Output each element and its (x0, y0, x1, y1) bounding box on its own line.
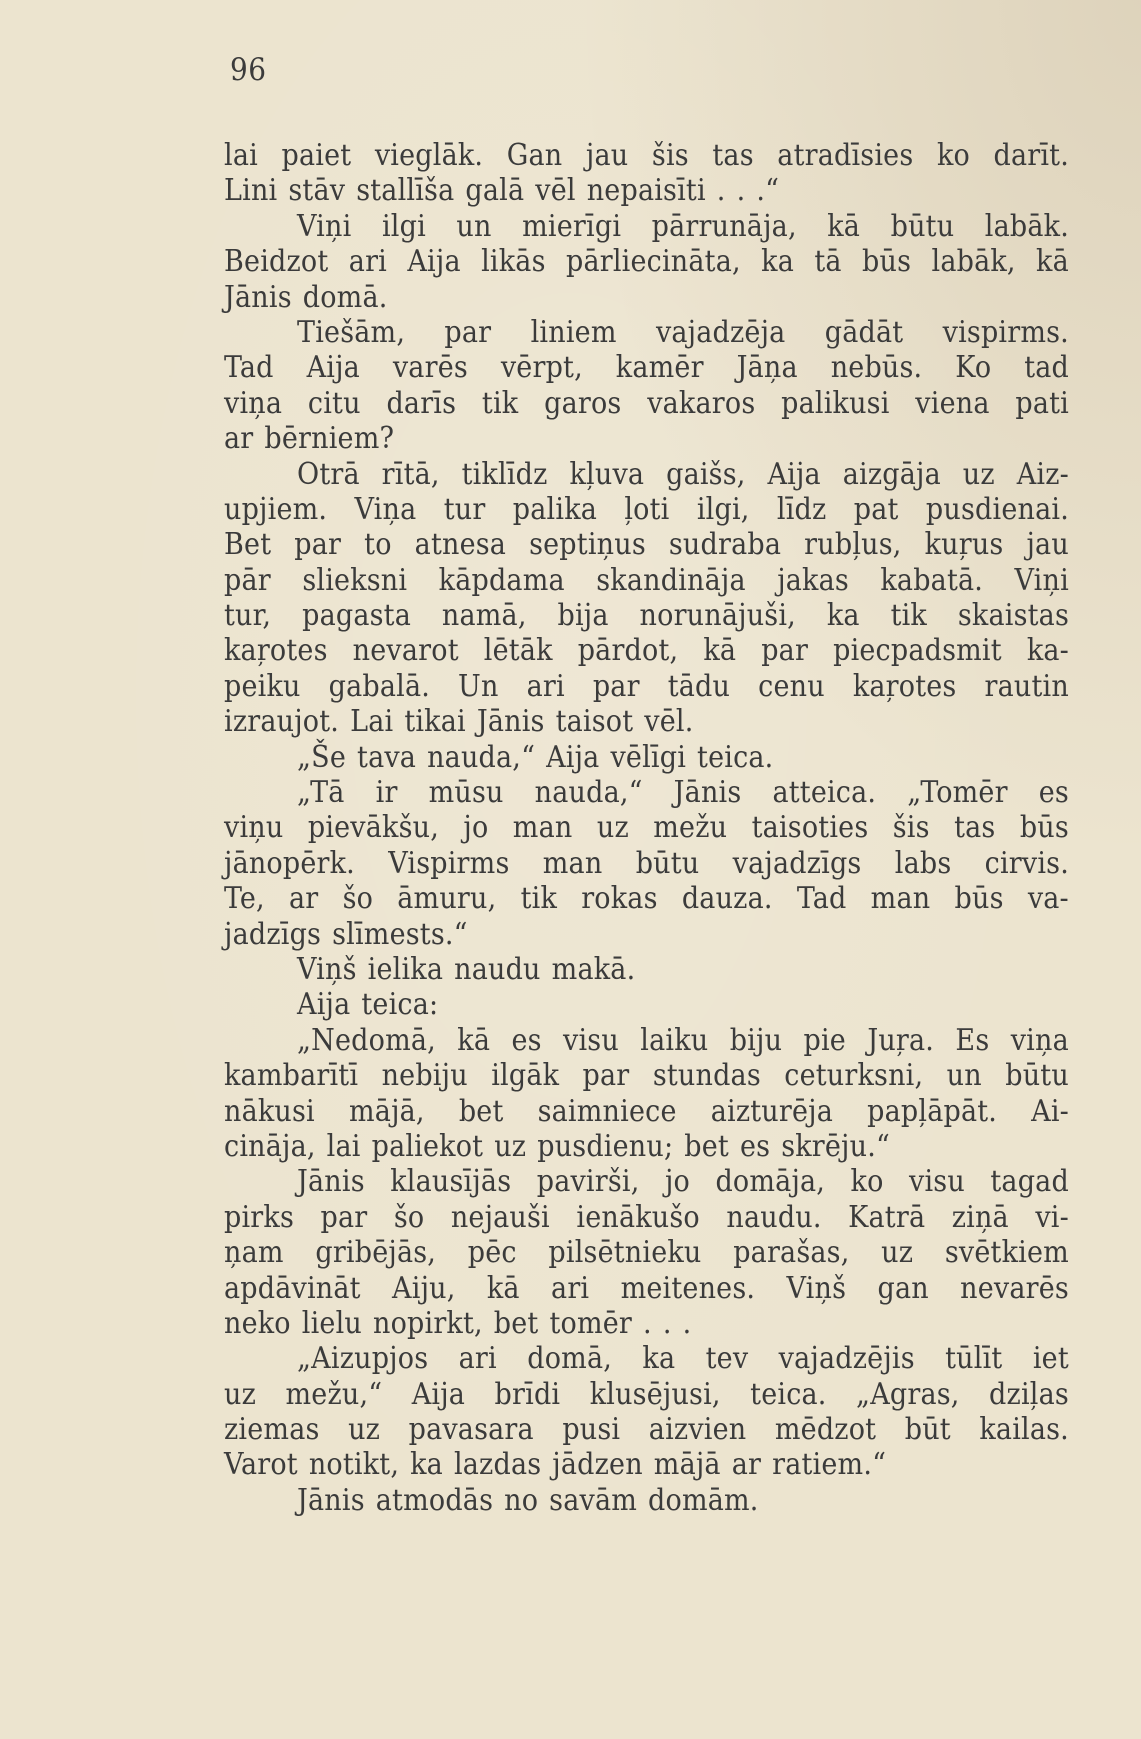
text-line: Jānis atmodās no savām domām. (297, 1482, 759, 1518)
text-line: Te, ar šo āmuru, tik rokas dauza. Tad man būs va- (224, 881, 1069, 917)
text-line: peiku gabalā. Un ari par tādu cenu kaŗotes rautin (224, 668, 1069, 704)
text-line: izraujot. Lai tikai Jānis taisot vēl. (224, 704, 694, 740)
text-line: Tad Aija varēs vērpt, kamēr Jāņa nebūs. Ko tad (224, 350, 1069, 386)
text-line: Viņi ilgi un mierīgi pārrunāja, kā būtu labāk. (297, 208, 1069, 244)
text-line: jadzīgs slīmests.“ (224, 916, 468, 952)
text-line: viņu pievākšu, jo man uz mežu taisoties šis tas būs (224, 810, 1069, 846)
text-line: Bet par to atnesa septiņus sudraba rubļus, kuŗus jau (224, 527, 1069, 563)
text-line: apdāvināt Aiju, kā ari meitenes. Viņš gan nevarēs (224, 1270, 1069, 1306)
text-line: „Tā ir mūsu nauda,“ Jānis atteica. „Tomēr es (297, 775, 1069, 811)
text-line: Jānis domā. (224, 279, 388, 315)
text-line: „Še tava nauda,“ Aija vēlīgi teica. (297, 739, 774, 775)
text-line: tur, pagasta namā, bija norunājuši, ka tik skaistas (224, 598, 1069, 634)
text-line: pirks par šo nejauši ienākušo naudu. Katrā ziņā vi- (224, 1199, 1069, 1235)
text-line: nākusi mājā, bet saimniece aizturēja papļāpāt. Ai- (224, 1093, 1069, 1129)
text-line: pār slieksni kāpdama skandināja jakas kabatā. Viņi (224, 562, 1069, 598)
text-line: jānopērk. Vispirms man būtu vajadzīgs labs cirvis. (224, 845, 1069, 881)
text-line: cināja, lai paliekot uz pusdienu; bet es skrēju.“ (224, 1128, 890, 1164)
text-line: Beidzot ari Aija likās pārliecināta, ka tā būs labāk, kā (224, 244, 1069, 280)
text-line: ziemas uz pavasara pusi aizvien mēdzot būt kailas. (224, 1412, 1069, 1448)
text-line: Tiešām, par liniem vajadzēja gādāt vispirms. (297, 314, 1069, 350)
text-line: kaŗotes nevarot lētāk pārdot, kā par piecpadsmit ka- (224, 633, 1069, 669)
text-line: Jānis klausījās pavirši, jo domāja, ko visu tagad (297, 1164, 1069, 1200)
text-line: Otrā rītā, tiklīdz kļuva gaišs, Aija aizgāja uz Aiz- (297, 456, 1069, 492)
body-text (224, 138, 1069, 1518)
text-line: „Nedomā, kā es visu laiku biju pie Juŗa. Es viņa (297, 1022, 1069, 1058)
text-line: Lini stāv stallīša galā vēl nepaisīti . . .“ (224, 173, 780, 209)
text-line: uz mežu,“ Aija brīdi klusējusi, teica. „Agras, dziļas (224, 1376, 1069, 1412)
text-line: kambarītī nebiju ilgāk par stundas ceturksni, un būtu (224, 1058, 1069, 1094)
text-line: Varot notikt, ka lazdas jādzen mājā ar ratiem.“ (224, 1447, 887, 1483)
text-line: Viņš ielika naudu makā. (297, 951, 636, 987)
page-number: 96 (230, 52, 267, 88)
text-line: viņa citu darīs tik garos vakaros palikusi viena pati (224, 385, 1069, 421)
text-line: Aija teica: (297, 987, 439, 1023)
text-line: ņam gribējās, pēc pilsētnieku parašas, uz svētkiem (224, 1235, 1069, 1271)
text-line: lai paiet vieglāk. Gan jau šis tas atradīsies ko darīt. (224, 138, 1069, 173)
text-line: „Aizupjos ari domā, ka tev vajadzējis tūlīt iet (297, 1341, 1069, 1377)
text-line: upjiem. Viņa tur palika ļoti ilgi, līdz pat pusdienai. (224, 491, 1069, 527)
text-line: neko lielu nopirkt, bet tomēr . . . (224, 1305, 692, 1341)
text-line: ar bērniem? (224, 421, 395, 457)
